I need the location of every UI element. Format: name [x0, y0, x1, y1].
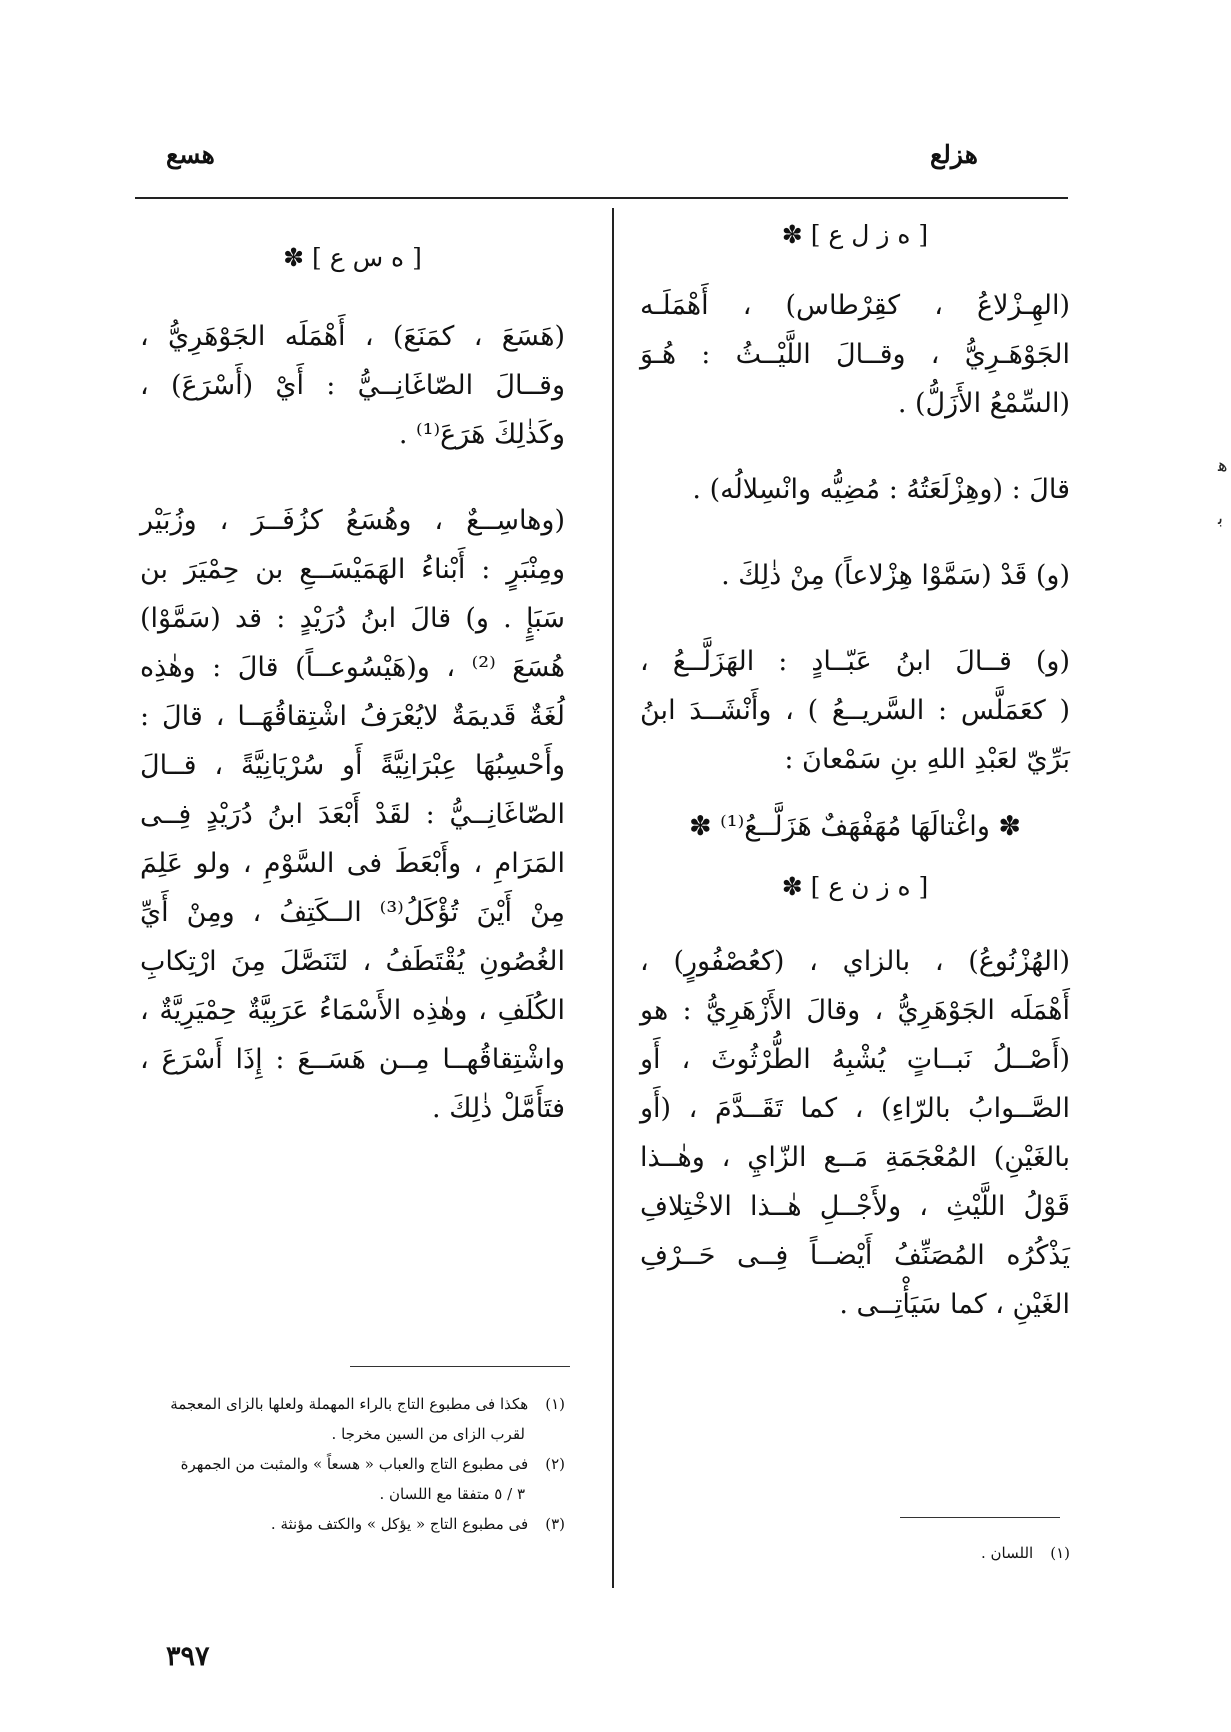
footnote-continuation: ٣ / ٥ متفقا مع اللسان . — [379, 1485, 525, 1503]
footnote-number: (١) — [545, 1395, 565, 1413]
text-line: فتَأَمَّلْ ذٰلِكَ . — [432, 1093, 565, 1124]
entry-heading-hzn3: [ ه ز ن ع ] ✽ — [781, 872, 929, 901]
entry-heading-hzl3: [ ه ز ل ع ] ✽ — [781, 220, 929, 249]
page-number: ٣٩٧ — [166, 1641, 210, 1672]
text-line: لُغَةٌ قَديمَةٌ لايُعْرَفُ اشْتِقاقُهَــا ، قالَ : — [140, 701, 565, 732]
text-line: يَذْكُرُه المُصَنِّفُ أَيْضــاً فِــى حَــرْفِ — [640, 1240, 1070, 1271]
footnote-text: فى مطبوع التاج والعباب « هسعاً » والمثبت من الجمهرة — [180, 1455, 529, 1473]
footnote-text: اللسان . — [981, 1544, 1034, 1562]
footnote-list — [140, 1389, 565, 1539]
footnote-list — [640, 1538, 1070, 1568]
header-rule — [135, 197, 1068, 199]
text-line: قالَ : (وهِزْلَعَتُهُ : مُضِيُّه وانْسِلالُه) . — [692, 474, 1070, 505]
text-line: الصّاغَانِــيُّ : لقَدْ أَبْعَدَ ابنُ دُرَيْدٍ فِــى — [140, 799, 565, 830]
text-line: (و) قــالَ ابنُ عَبّــادٍ : الهَزَلَّــعُ ، — [640, 646, 1070, 677]
text-line: وقــالَ الصّاغَانِــيُّ : أَيْ (أَسْرَعَ) ، — [140, 370, 565, 401]
text-line: وكَذٰلِكَ هَرَعَ⁽¹⁾ . — [398, 419, 565, 450]
text-line: المَرَامِ ، وأَبْعَطَ فى السَّوْمِ ، ولو عَلِمَ — [140, 848, 565, 879]
text-line: (هَسَعَ ، كمَنَعَ) ، أَهْمَلَه الجَوْهَرِيُّ ، — [140, 321, 565, 352]
running-head-left: هسع — [166, 140, 215, 169]
entry-paragraph — [640, 937, 1070, 1329]
footnote — [140, 1449, 565, 1509]
text-line: ومِنْبَرٍ : أَبْناءُ الهَمَيْسَــعِ بن حِمْيَرَ بن — [140, 554, 565, 585]
text-line: قَوْلُ اللَّيْثِ ، ولأَجْــلِ هٰــذا الاخْتِلافِ — [640, 1191, 1070, 1222]
margin-mark: ﻫ — [1218, 455, 1228, 476]
text-line: (الهُزْنُوعُ) ، بالزاي ، (كعُصْفُورٍ) ، — [640, 946, 1070, 977]
footnote-rule — [350, 1366, 570, 1367]
text-line: الغَيْنِ ، كما سَيَأْتِــى . — [839, 1289, 1070, 1320]
right-column — [640, 220, 1070, 1329]
footnote-rule — [900, 1517, 1060, 1518]
footnote-number: (١) — [1050, 1544, 1070, 1562]
footnote-continuation: لقرب الزاى من السين مخرجا . — [331, 1425, 525, 1443]
footnote — [640, 1538, 1070, 1568]
text-line: (أَصْــلُ نَبــاتٍ يُشْبِهُ الطُّرْثُوثَ ، أَو — [640, 1044, 1070, 1075]
text-line: الكُلَفِ ، وهٰذِه الأَسْمَاءُ عَرَبِيَّةٌ حِمْيَرِيَّةٌ ، — [140, 995, 565, 1026]
text-line: هُسَعَ ⁽²⁾ ، و(هَيْسُوعــاً) قالَ : وهٰذِه — [140, 652, 565, 683]
footnote — [140, 1389, 565, 1449]
entry-heading-hs3: [ ه س ع ] ✽ — [283, 243, 422, 272]
footnote-text: هكذا فى مطبوع التاج بالراء المهملة ولعلها بالزاى المعجمة — [170, 1395, 529, 1413]
entry-paragraph — [140, 312, 565, 459]
text-line: بالغَيْنِ) المُعْجَمَةِ مَــع الزّايِ ، وهٰــذا — [640, 1142, 1070, 1173]
text-line: (الهِـزْلاعُ ، كقِرْطاس) ، أَهْمَلَـه — [640, 290, 1070, 321]
text-line: وأَحْسِبُهَا عِبْرَانِيَّةً أَو سُرْيَانِيَّةً ، قــالَ — [140, 750, 565, 781]
text-line: (وهاسِــعٌ ، وهُسَعُ كزُفَــرَ ، وزُبَيْر — [140, 505, 565, 536]
entry-paragraph — [140, 496, 565, 1133]
margin-mark: ﺑ — [1218, 508, 1224, 529]
text-line: (و) قَدْ (سَمَّوْا هِزْلاعاً) مِنْ ذٰلِكَ . — [721, 560, 1070, 591]
entry-paragraph — [640, 637, 1070, 784]
text-line: ( كعَمَلَّس : السَّريــعُ ) ، وأَنْشَــدَ ابنُ — [640, 695, 1070, 726]
footnote-number: (٢) — [545, 1455, 565, 1473]
text-line: سَبَإٍ . و) قالَ ابنُ دُرَيْدٍ : قد (سَمَّوْا) — [140, 603, 565, 634]
text-line: واشْتِقاقُهــا مِــن هَسَــعَ : إِذَا أَسْرَعَ ، — [140, 1044, 565, 1075]
column-divider — [612, 208, 614, 1588]
text-line: (السِّمْعُ الأَزَلُّ) . — [897, 388, 1070, 419]
footnote — [140, 1509, 565, 1539]
text-line: مِنْ أَيْنَ تُؤْكَلُ⁽³⁾ الــكَتِفُ ، ومِنْ أَيِّ — [140, 897, 566, 928]
text-line: الغُصُونِ يُقْتَطَفُ ، لتَنَصَّلَ مِنَ ارْتِكابِ — [140, 946, 565, 977]
left-column — [140, 243, 565, 1133]
verse-line: ✽ واغْتالَهَا مُهَفْهَفٌ هَزَلَّــعُ⁽¹⁾ ✽ — [688, 811, 1022, 842]
text-line: أَهْمَلَه الجَوْهَرِيُّ ، وقالَ الأَزْهَرِيُّ : هو — [640, 995, 1070, 1026]
footnote-text: فى مطبوع التاج « يؤكل » والكتف مؤنثة . — [270, 1515, 529, 1533]
text-line: الجَوْهَـرِيُّ ، وقــالَ اللَّيْــثُ : هُـوَ — [640, 339, 1070, 370]
footnote-number: (٣) — [545, 1515, 565, 1533]
running-head-right: هزلع — [930, 140, 978, 169]
text-line: الصَّــوابُ بالرّاءِ) ، كما تَقَــدَّمَ ، (أَو — [640, 1093, 1070, 1124]
text-line: بَرِّيّ لعَبْدِ اللهِ بنِ سَمْعانَ : — [784, 744, 1070, 775]
entry-paragraph — [640, 281, 1070, 428]
